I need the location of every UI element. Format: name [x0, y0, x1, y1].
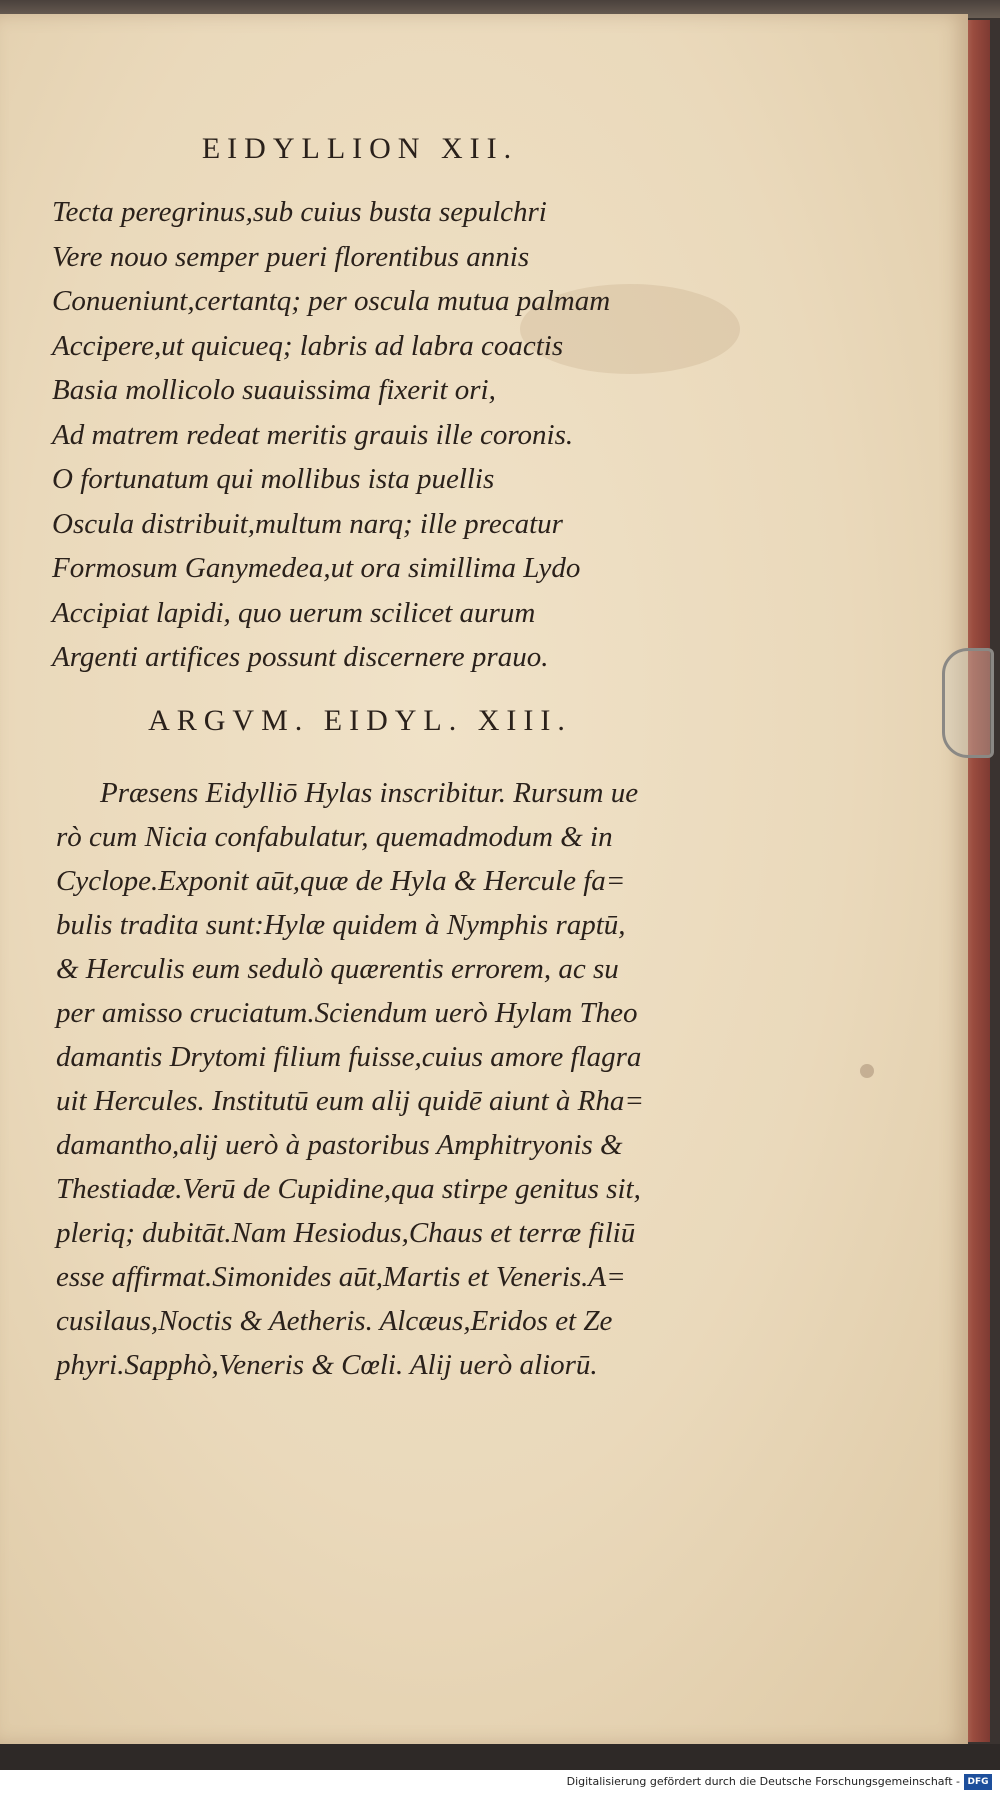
argument-text — [56, 771, 736, 1387]
argument-line: cusilaus,Noctis & Aetheris. Alcæus,Eridos et Ze — [56, 1305, 613, 1337]
argument-line: rò cum Nicia confabulatur, quemadmodum & in — [56, 821, 613, 853]
running-head: EIDYLLION XII. — [201, 132, 519, 165]
argument-line: esse affirmat.Simonides aūt,Martis et Veneris.A= — [56, 1261, 626, 1293]
argument-line: pleriq; dubitāt.Nam Hesiodus,Chaus et terræ filiū — [56, 1217, 636, 1249]
argument-line: Cyclope.Exponit aūt,quæ de Hyla & Hercule fa= — [56, 865, 626, 897]
poem-line: Tecta peregrinus,sub cuius busta sepulchri — [52, 196, 547, 228]
poem-line: Argenti artifices possunt discernere prauo. — [52, 641, 549, 673]
argument-line: bulis tradita sunt:Hylæ quidem à Nymphis raptū, — [56, 909, 626, 941]
poem-line: Oscula distribuit,multum narq; ille precatur — [52, 507, 563, 540]
poem-line: Conueniunt,certantq; per oscula mutua palmam — [52, 285, 611, 317]
poem-line: Vere nouo semper pueri florentibus annis — [52, 240, 530, 273]
argument-line: Præsens Eidylliō Hylas inscribitur. Rursum ue — [100, 777, 639, 809]
book-bottom-edge — [0, 1744, 1000, 1770]
poem-text — [52, 190, 712, 680]
argument-line: Thestiadæ.Verū de Cupidine,qua stirpe genitus sit, — [56, 1173, 641, 1205]
argument-line: damantho,alij uerò à pastoribus Amphitryonis & — [56, 1129, 623, 1161]
book-clasp — [942, 648, 994, 758]
argument-line: & Herculis eum sedulò quærentis errorem, ac su — [56, 953, 619, 985]
argument-line: phyri.Sapphò,Veneris & Cœli. Alij uerò aliorū. — [56, 1349, 598, 1381]
poem-line: Ad matrem redeat meritis grauis ille coronis. — [52, 418, 574, 451]
argument-line: per amisso cruciatum.Sciendum uerò Hylam Theo — [56, 997, 638, 1029]
poem-line: O fortunatum qui mollibus ista puellis — [52, 463, 495, 495]
poem-line: Accipere,ut quicueq; labris ad labra coactis — [52, 329, 564, 362]
book-page — [0, 14, 968, 1744]
poem-line: Formosum Ganymedea,ut ora simillima Lydo — [52, 552, 581, 584]
funding-credit: Digitalisierung gefördert durch die Deutsche Forschungsgemeinschaft - — [566, 1775, 960, 1788]
paper-spot — [860, 1064, 874, 1078]
argument-line: uit Hercules. Institutū eum alij quidē aiunt à Rha= — [56, 1085, 644, 1117]
argument-line: damantis Drytomi filium fuisse,cuius amore flagra — [56, 1041, 642, 1073]
poem-line: Accipiat lapidi, quo uerum scilicet aurum — [52, 596, 536, 629]
scan-footer — [0, 1770, 1000, 1795]
argument-heading: ARGVM. EIDYL. XIII. — [148, 704, 572, 737]
dfg-logo: DFG — [964, 1774, 992, 1790]
poem-line: Basia mollicolo suauissima fixerit ori, — [52, 374, 496, 406]
